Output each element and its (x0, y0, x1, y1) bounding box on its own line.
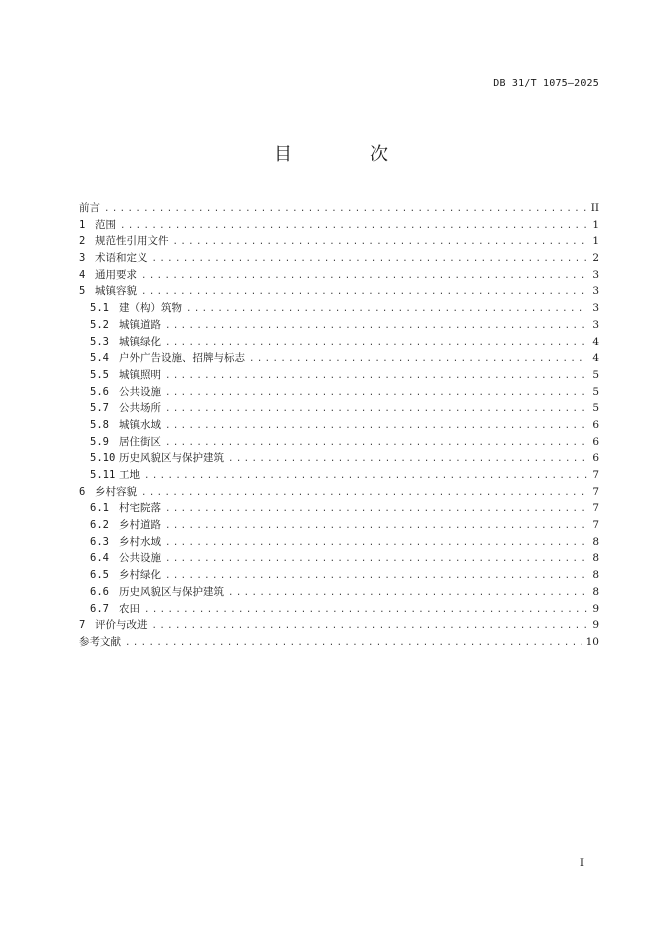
page-title: 目 次 (274, 144, 418, 165)
toc-entry[interactable] (79, 300, 599, 317)
dot-leader (165, 568, 587, 585)
toc-entry[interactable] (79, 567, 599, 584)
toc-entry-page: 7 (592, 502, 599, 515)
dot-leader (165, 518, 587, 535)
toc-entry-number: 5.3 (90, 335, 109, 348)
dot-leader (141, 284, 587, 301)
toc-entry[interactable] (79, 634, 599, 651)
toc-entry-label: 规范性引用文件 (95, 235, 169, 248)
toc-entry-label: 历史风貌区与保护建筑 (119, 585, 224, 598)
toc-entry-label: 参考文献 (79, 635, 121, 648)
toc-entry-page: 6 (592, 452, 599, 465)
toc-entry-label: 公共设施 (119, 385, 161, 398)
toc-entry-page: 5 (592, 385, 599, 398)
toc-entry-page: 6 (592, 435, 599, 448)
toc-entry-number: 6 (79, 485, 86, 498)
toc-entry[interactable] (79, 467, 599, 484)
toc-entry[interactable] (79, 250, 599, 267)
toc-entry-number: 6.1 (90, 502, 109, 515)
toc-entry-page: 6 (592, 418, 599, 431)
toc-entry[interactable] (79, 334, 599, 351)
dot-leader (165, 318, 587, 335)
toc-entry-number: 5 (79, 285, 86, 298)
toc-entry-label: 城镇照明 (119, 368, 161, 381)
toc-entry-page: 10 (585, 635, 599, 648)
toc-entry-number: 6.6 (90, 585, 109, 598)
toc-entry-number: 5.9 (90, 435, 109, 448)
toc-entry[interactable] (79, 601, 599, 618)
toc-entry-number: 5.2 (90, 318, 109, 331)
toc-entry[interactable] (79, 217, 599, 234)
toc-entry-page: II (590, 202, 599, 214)
toc-entry-label: 乡村道路 (119, 519, 161, 532)
toc-entry-label: 居住街区 (119, 435, 161, 448)
toc-entry[interactable] (79, 417, 599, 434)
dot-leader (249, 351, 587, 368)
dot-leader (165, 418, 587, 435)
toc-entry-label: 评价与改进 (95, 619, 148, 632)
toc-entry[interactable] (79, 384, 599, 401)
dot-leader (186, 301, 587, 318)
dot-leader (104, 201, 587, 218)
dot-leader (165, 368, 587, 385)
toc-entry-page: 3 (592, 318, 599, 331)
dot-leader (144, 468, 587, 485)
toc-entry-number: 5.1 (90, 302, 109, 315)
dot-leader (228, 585, 587, 602)
toc-entry-number: 4 (79, 268, 86, 281)
toc-entry-page: 4 (592, 352, 599, 365)
toc-entry[interactable] (79, 617, 599, 634)
dot-leader (141, 268, 587, 285)
toc-entry-page: 4 (592, 335, 599, 348)
toc-entry[interactable] (79, 233, 599, 250)
toc-entry[interactable] (79, 500, 599, 517)
toc-entry-number: 2 (79, 235, 86, 248)
toc-entry-number: 1 (79, 218, 86, 231)
toc-entry-page: 3 (592, 302, 599, 315)
toc-entry[interactable] (79, 584, 599, 601)
toc-entry[interactable] (79, 200, 599, 217)
toc-entry-number: 6.7 (90, 602, 109, 615)
toc-entry-label: 建（构）筑物 (119, 302, 182, 315)
toc-entry-page: 3 (592, 268, 599, 281)
toc-entry-page: 3 (592, 285, 599, 298)
toc-entry-label: 户外广告设施、招牌与标志 (119, 352, 245, 365)
toc-entry-number: 7 (79, 619, 86, 632)
toc-entry-number: 5.8 (90, 418, 109, 431)
toc-entry-page: 8 (592, 569, 599, 582)
dot-leader (125, 635, 582, 652)
toc-entry-label: 乡村容貌 (95, 485, 137, 498)
dot-leader (228, 451, 587, 468)
document-code: DB 31/T 1075—2025 (493, 78, 599, 89)
toc-entry[interactable] (79, 550, 599, 567)
toc-entry-label: 历史风貌区与保护建筑 (119, 452, 224, 465)
toc-entry-number: 5.4 (90, 352, 109, 365)
toc-entry-page: 5 (592, 402, 599, 415)
toc-entry[interactable] (79, 484, 599, 501)
dot-leader (165, 435, 587, 452)
dot-leader (141, 485, 587, 502)
toc-entry-label: 村宅院落 (119, 502, 161, 515)
toc-entry-page: 7 (592, 485, 599, 498)
toc-entry[interactable] (79, 267, 599, 284)
toc-entry-page: 5 (592, 368, 599, 381)
toc-entry[interactable] (79, 283, 599, 300)
dot-leader (165, 501, 587, 518)
dot-leader (173, 234, 588, 251)
toc-entry[interactable] (79, 350, 599, 367)
table-of-contents (79, 200, 599, 651)
toc-entry-page: 1 (592, 218, 599, 231)
toc-entry-page: 9 (592, 602, 599, 615)
toc-entry-page: 7 (592, 519, 599, 532)
dot-leader (152, 251, 588, 268)
toc-entry-page: 8 (592, 585, 599, 598)
toc-entry-number: 3 (79, 252, 86, 265)
toc-entry-label: 城镇绿化 (119, 335, 161, 348)
toc-entry-number: 6.4 (90, 552, 109, 565)
toc-entry-label: 术语和定义 (95, 252, 148, 265)
toc-entry-number: 6.2 (90, 519, 109, 532)
toc-entry-number: 5.5 (90, 368, 109, 381)
toc-entry-label: 城镇水域 (119, 418, 161, 431)
toc-entry-page: 7 (592, 469, 599, 481)
page-number: I (580, 858, 584, 869)
toc-entry[interactable] (79, 400, 599, 417)
toc-entry-label: 范围 (95, 218, 116, 231)
toc-entry-label: 前言 (79, 202, 100, 214)
dot-leader (165, 551, 587, 568)
toc-entry-number: 6.5 (90, 569, 109, 582)
dot-leader (165, 535, 587, 552)
toc-entry-page: 2 (592, 252, 599, 265)
toc-entry-number: 6.3 (90, 535, 109, 548)
toc-entry-page: 1 (592, 235, 599, 248)
toc-entry-label: 公共设施 (119, 552, 161, 565)
toc-entry[interactable] (79, 317, 599, 334)
dot-leader (165, 385, 587, 402)
toc-entry-number: 5.6 (90, 385, 109, 398)
toc-entry[interactable] (79, 367, 599, 384)
toc-entry-number: 5.11 (90, 469, 116, 481)
toc-entry-number: 5.7 (90, 402, 109, 415)
toc-entry[interactable] (79, 517, 599, 534)
toc-entry-label: 乡村绿化 (119, 569, 161, 582)
dot-leader (144, 602, 587, 619)
toc-entry-page: 9 (592, 619, 599, 632)
toc-entry-label: 工地 (119, 469, 140, 481)
dot-leader (120, 218, 587, 235)
toc-entry-page: 8 (592, 552, 599, 565)
toc-entry-number: 5.10 (90, 452, 116, 465)
toc-entry-label: 公共场所 (119, 402, 161, 415)
toc-entry-label: 城镇容貌 (95, 285, 137, 298)
toc-entry[interactable] (79, 534, 599, 551)
toc-entry[interactable] (79, 450, 599, 467)
dot-leader (165, 401, 587, 418)
toc-entry-page: 8 (592, 535, 599, 548)
dot-leader (165, 335, 587, 352)
toc-entry-label: 城镇道路 (119, 318, 161, 331)
toc-entry-label: 农田 (119, 602, 140, 615)
dot-leader (152, 618, 588, 635)
toc-entry-label: 乡村水域 (119, 535, 161, 548)
toc-entry-label: 通用要求 (95, 268, 137, 281)
toc-entry[interactable] (79, 434, 599, 451)
